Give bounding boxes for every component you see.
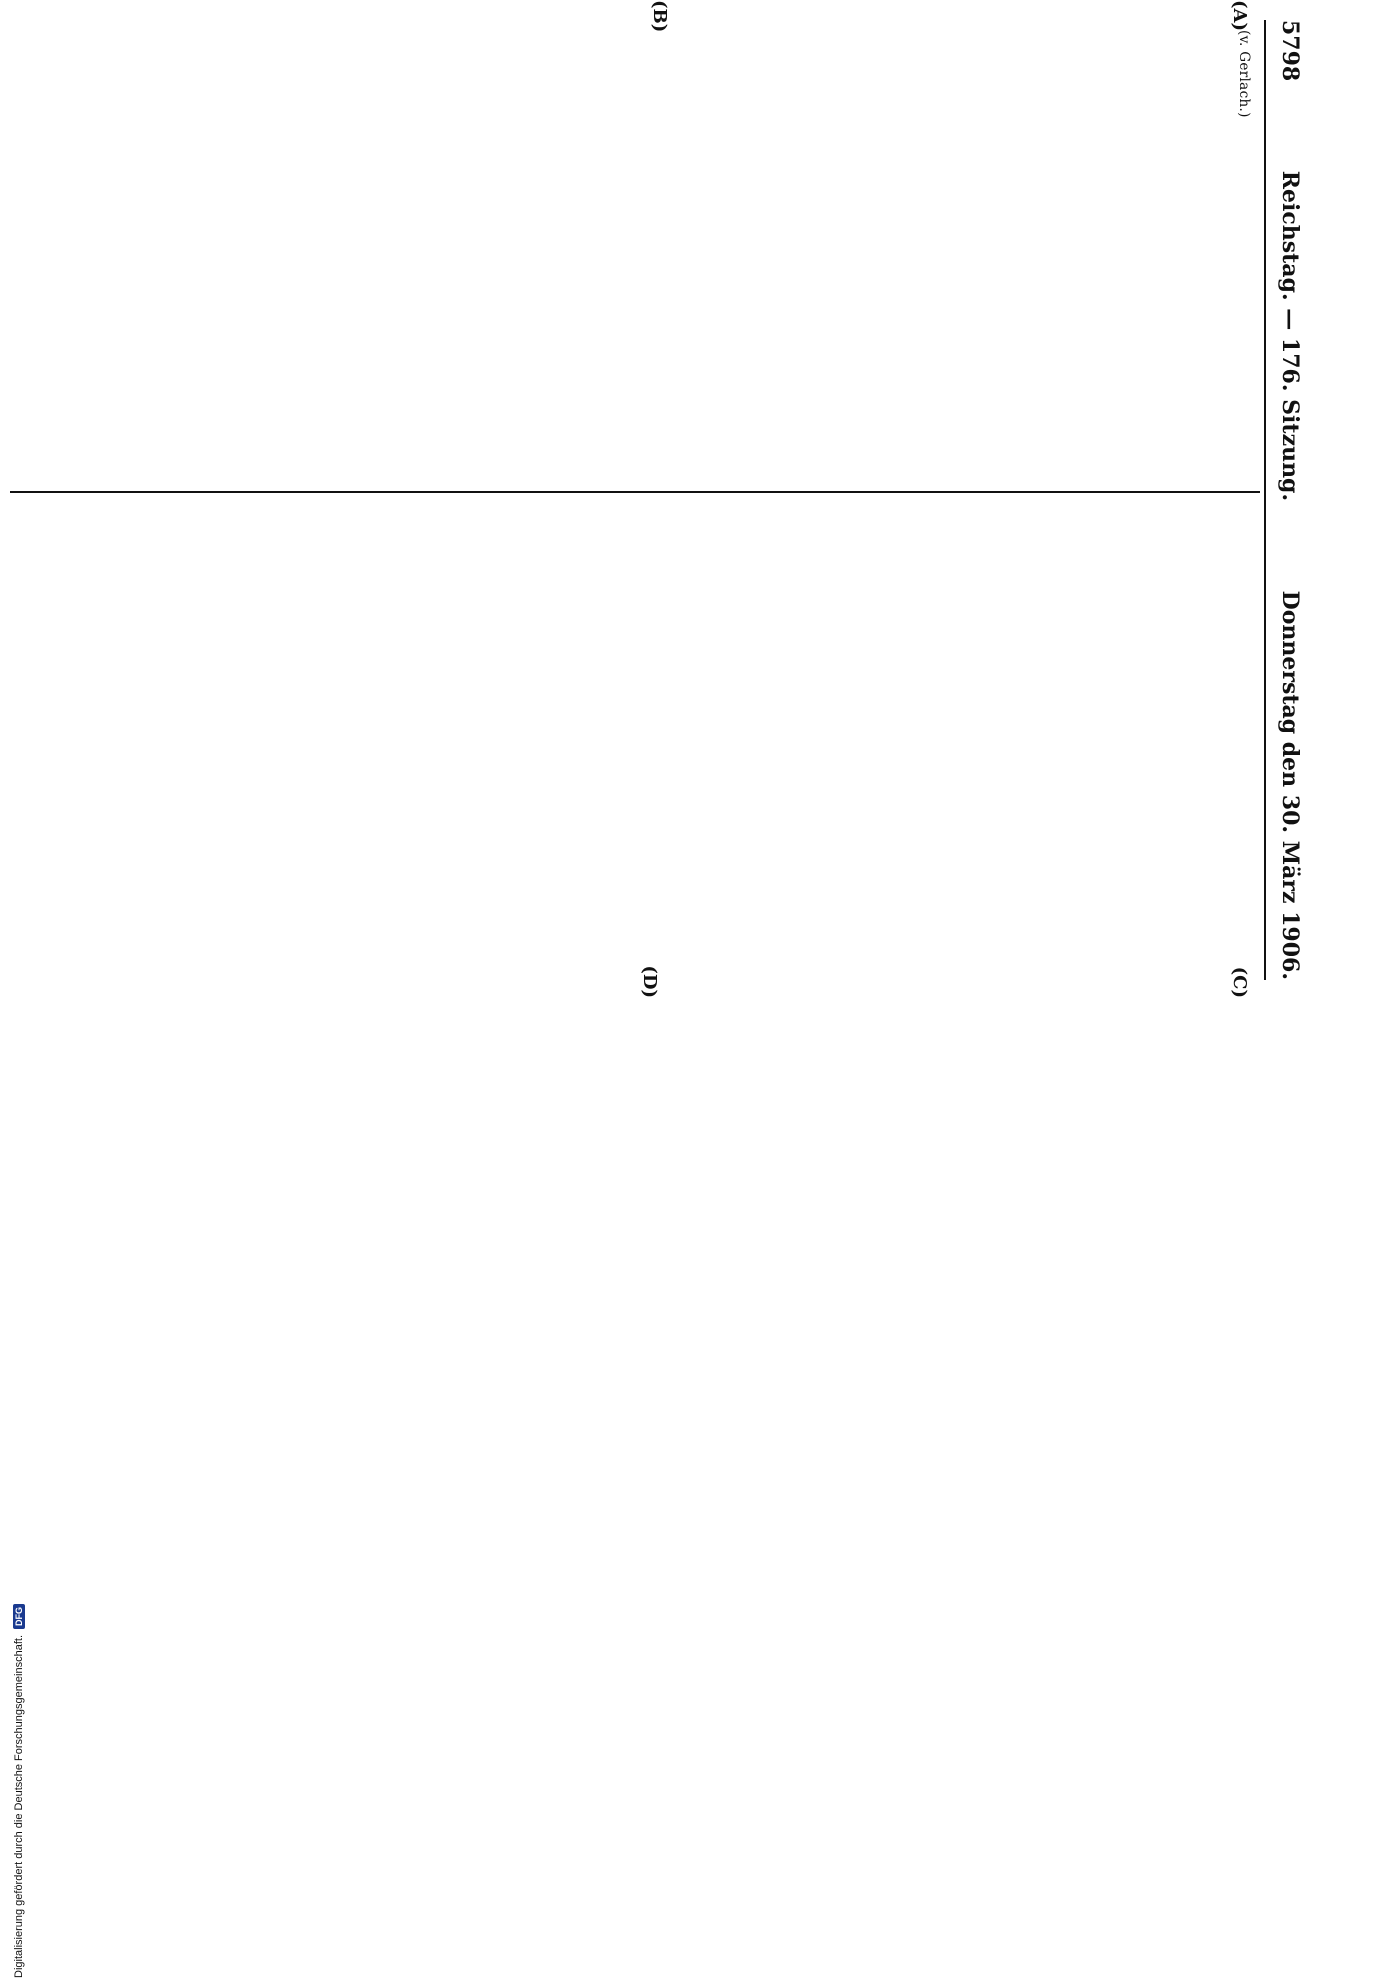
speaker-tag: (v. Gerlach.) — [1236, 30, 1252, 118]
margin-marker-c: (C) — [1229, 966, 1250, 998]
margin-marker-b: (B) — [649, 0, 670, 33]
digitization-credit — [0, 0, 26, 1978]
margin-marker-a: (A) — [1229, 0, 1250, 31]
digitization-credit-text: Digitalisierung gefördert durch die Deutsche Forschungsgemeinschaft. — [13, 1634, 25, 1978]
left-column — [15, 30, 1255, 475]
page-header — [1270, 20, 1310, 980]
header-rule — [1264, 20, 1266, 980]
margin-marker-d: (D) — [639, 965, 660, 998]
document-page — [10, 0, 1310, 1000]
right-column — [15, 510, 1255, 970]
dfg-logo: DFG — [13, 1604, 25, 1629]
session-title: Reichstag. — 176. Sitzung. — [1277, 170, 1303, 502]
page-number: 5798 — [1277, 20, 1303, 82]
session-date: Donnerstag den 30. März 1906. — [1277, 590, 1303, 980]
column-divider — [10, 491, 1260, 493]
